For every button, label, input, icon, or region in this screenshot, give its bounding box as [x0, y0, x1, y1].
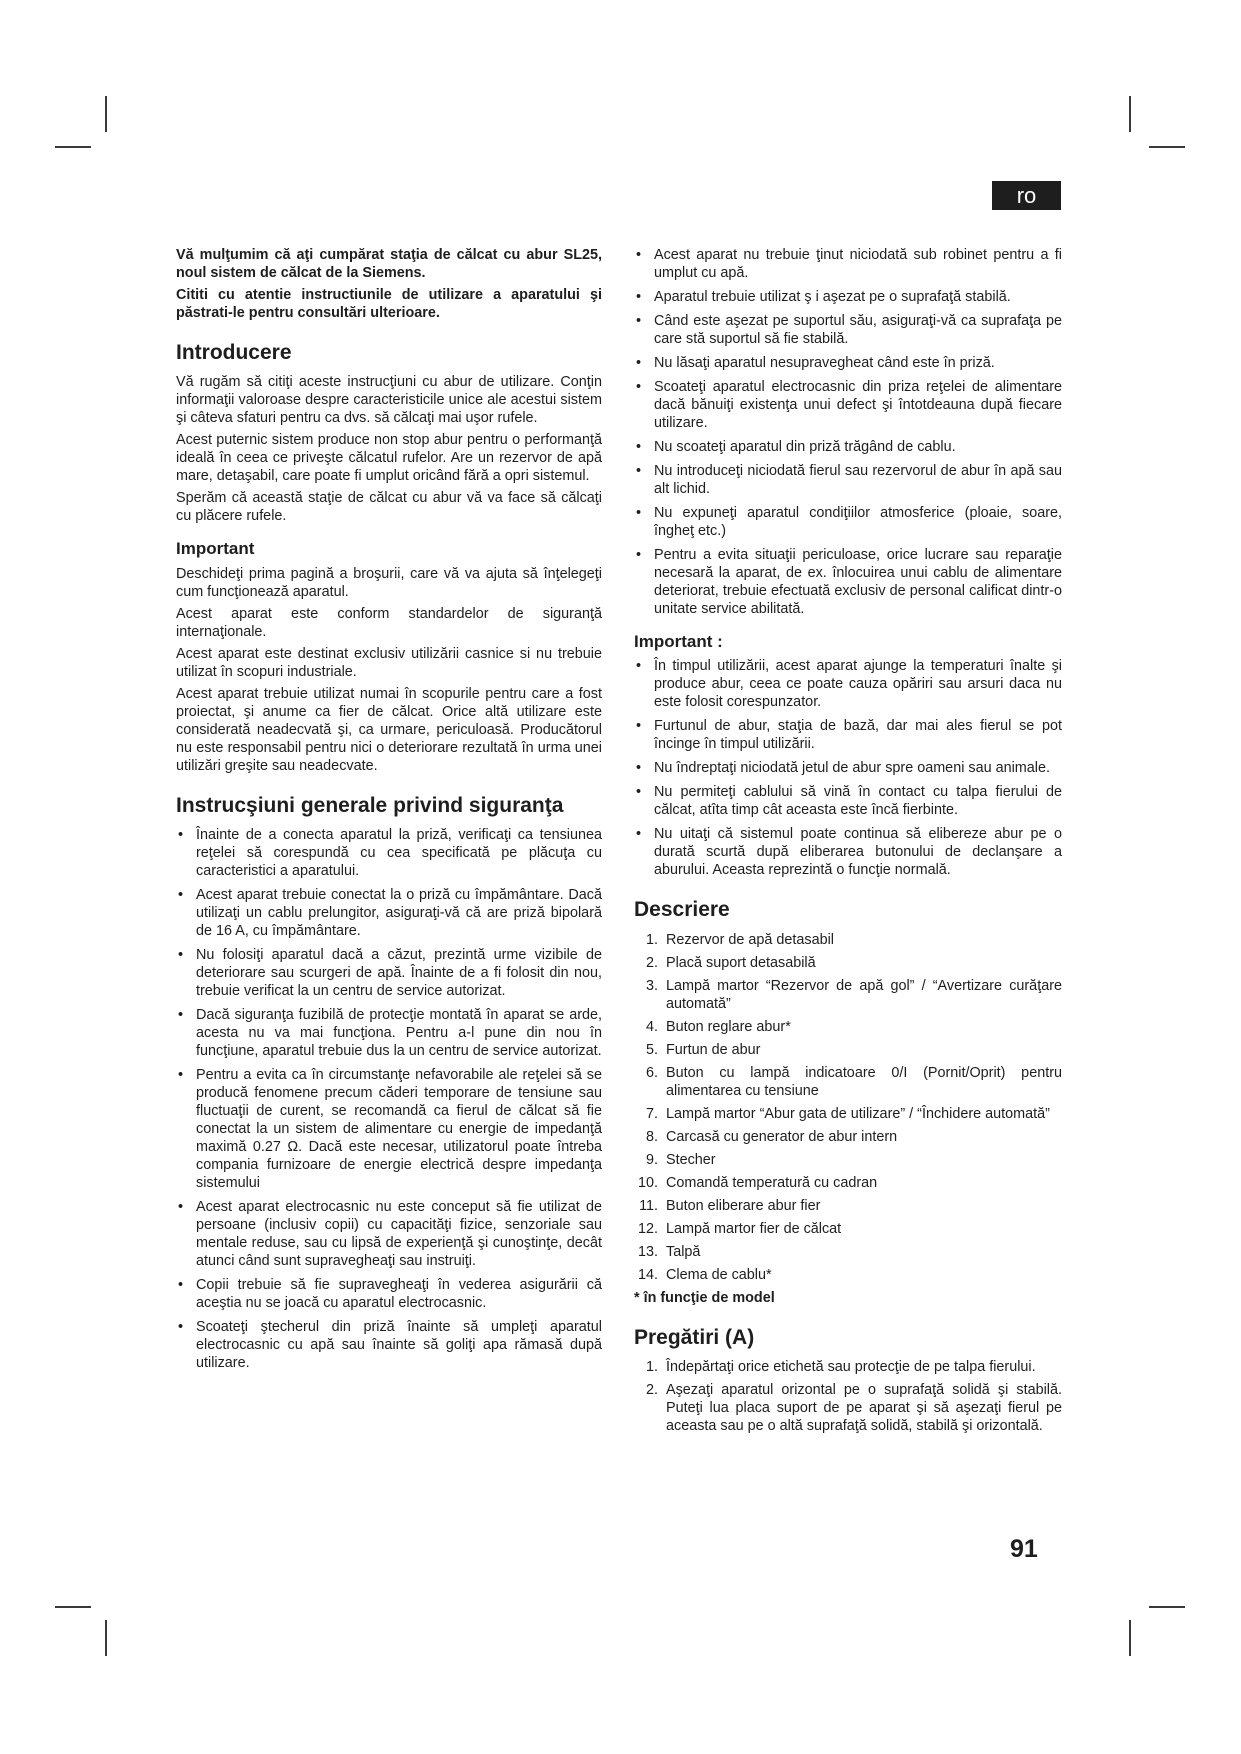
- list-item: • Nu introduceţi niciodată fierul sau rezervorul de abur în apă sau alt lichid.: [634, 462, 1062, 498]
- list-item: • Copii trebuie să fie supravegheaţi în vederea asigurării că aceştia nu se joacă cu aparatul electrocasnic.: [176, 1276, 602, 1312]
- list-item: • Nu uitaţi că sistemul poate continua să elibereze abur pe o durată scurtă după eliberarea butonului de declanşare a aburului. Aceasta reprezintă o funcţie normală.: [634, 825, 1062, 879]
- page-number: 91: [1010, 1535, 1038, 1563]
- crop-mark: [105, 1620, 107, 1656]
- list-item: • Aparatul trebuie utilizat ş i aşezat pe o suprafaţă stabilă.: [634, 288, 1062, 306]
- list-item: • Dacă siguranţa fuzibilă de protecţie montată în aparat se arde, acesta nu va mai funcţiona. Pentru a-l pune din nou în funcţiune, aparatul trebuie dus la un centru de service autorizat.: [176, 1006, 602, 1060]
- list-item: • Nu permiteţi cablului să vină în contact cu talpa fierului de călcat, atîta timp cât aceasta este încă fierbinte.: [634, 783, 1062, 819]
- list-item: 9. Stecher: [645, 1151, 716, 1168]
- list-item: • Furtunul de abur, staţia de bază, dar mai ales fierul se pot încinge în timpul utilizării.: [634, 717, 1062, 753]
- section-title-important: Important: [176, 539, 255, 559]
- list-item: 1. Rezervor de apă detasabil: [645, 931, 834, 948]
- list-item: • În timpul utilizării, acest aparat ajunge la temperaturi înalte şi produce abur, ceea ce poate cauza opăriri sau arsuri daca nu este folosit corespunzator.: [634, 657, 1062, 711]
- list-item: 6. Buton cu lampă indicatoare 0/I (Pornit/Oprit) pentru alimentarea cu tensiune: [645, 1064, 1062, 1099]
- list-item: 7. Lampă martor “Abur gata de utilizare” / “Închidere automată”: [645, 1105, 1050, 1122]
- important-list: [634, 657, 1062, 879]
- list-item: • Înainte de a conecta aparatul la priză, verificaţi ca tensiunea reţelei să corespundă cu cea specificată pe plăcuţa cu caracteristici a aparatului.: [176, 826, 602, 880]
- list-item: 8. Carcasă cu generator de abur intern: [645, 1128, 898, 1145]
- list-item: 10. Comandă temperatură cu cadran: [637, 1174, 878, 1191]
- list-item: • Când este aşezat pe suportul său, asiguraţi-vă ca suprafaţa pe care stă suportul să fie stabilă.: [634, 312, 1062, 348]
- safety-list-continued: [634, 246, 1062, 618]
- crop-mark: [55, 146, 91, 148]
- safety-list: [176, 826, 602, 1372]
- list-item: • Acest aparat trebuie conectat la o priză cu împământare. Dacă utilizaţi un cablu prelungitor, asiguraţi-vă că are priză bipolară de 16 A, cu împământare.: [176, 886, 602, 940]
- section-title-introducere: Introducere: [176, 341, 292, 364]
- list-item: • Nu îndreptaţi niciodată jetul de abur spre oameni sau animale.: [634, 759, 1062, 777]
- section-title-pregatiri: Pregătiri (A): [634, 1325, 755, 1349]
- crop-mark: [1149, 146, 1185, 148]
- list-item: 11. Buton eliberare abur fier: [639, 1197, 821, 1214]
- list-item: • Scoateţi ştecherul din priză înainte să umpleţi aparatul electrocasnic cu apă sau înainte să goliţi apa rămasă după utilizare.: [176, 1318, 602, 1372]
- list-item: 3. Lampă martor “Rezervor de apă gol” / “Avertizare curăţare automată”: [645, 977, 1062, 1012]
- list-item: • Pentru a evita ca în circumstanţe nefavorabile ale reţelei să se producă fenomene precum căderi temporare de tensiune sau fluctuaţii de curent, se recomandă ca fierul de călcat să fie conectat la un sistem de alimentare cu energie de impedanţă maximă 0.27 Ω. Dacă este necesar, utilizatorul poate întreba compania furnizoare de energie electrică despre impedanţa sistemului: [176, 1066, 602, 1192]
- list-item: • Nu expuneţi aparatul condiţiilor atmosferice (ploaie, soare, îngheţ etc.): [634, 504, 1062, 540]
- list-item: • Acest aparat nu trebuie ţinut niciodată sub robinet pentru a fi umplut cu apă.: [634, 246, 1062, 282]
- model-note: * în funcţie de model: [634, 1289, 775, 1306]
- paragraph: Acest puternic sistem produce non stop abur pentru o performanţă ideală în ceea ce priveşte călcatul rufelor. Are un rezervor de apă mare, detaşabil, care poate fi umplut oricând fără a opri sistemul.: [176, 432, 602, 485]
- list-item: • Acest aparat electrocasnic nu este conceput să fie utilizat de persoane (inclusiv copii) cu capacităţi fizice, senzoriale sau mentale reduse, sau cu lipsă de experienţă şi cunoştinţe, decât atunci când sunt supravegheaţi sau instruiţi.: [176, 1198, 602, 1270]
- list-item: 5. Furtun de abur: [645, 1041, 761, 1058]
- preparation-list: [634, 1358, 1062, 1435]
- paragraph: Acest aparat trebuie utilizat numai în scopurile pentru care a fost proiectat, şi anume ca fier de călcat. Orice altă utilizare este considerată neadecvată şi, ca urmare, periculoasă. Producătorul nu este responsabil pentru nici o deteriorare rezultată în urma unei utilizări greşite sau neadecvate.: [176, 685, 602, 774]
- paragraph: Deschideţi prima pagină a broşurii, care vă va ajuta să înţelegeţi cum funcţionează aparatul.: [176, 565, 602, 600]
- list-item: • Pentru a evita situaţii periculoase, orice lucrare sau reparaţie necesară la aparat, de ex. înlocuirea unui cablu de alimentare deteriorat, trebuie efectuată exclusiv de personal calificat dintr-o unitate service abilitată.: [634, 546, 1062, 618]
- list-item: 1. Îndepărtaţi orice etichetă sau protecţie de pe talpa fierului.: [645, 1358, 1036, 1375]
- crop-mark: [55, 1606, 91, 1608]
- list-item: 4. Buton reglare abur*: [645, 1018, 791, 1035]
- intro-thanks: Vă mulţumim că aţi cumpărat staţia de călcat cu abur SL25, noul sistem de călcat de la Siemens.: [176, 247, 602, 281]
- list-item: 14. Clema de cablu*: [637, 1266, 772, 1283]
- left-column: [176, 246, 602, 1378]
- crop-mark: [105, 96, 107, 132]
- list-item: • Nu scoateţi aparatul din priză trăgând de cablu.: [634, 438, 1062, 456]
- language-tab: ro: [992, 181, 1061, 210]
- list-item: • Scoateţi aparatul electrocasnic din priza reţelei de alimentare dacă bănuiţi existenţa unui defect şi întotdeauna după fiecare utilizare.: [634, 378, 1062, 432]
- crop-mark: [1149, 1606, 1185, 1608]
- paragraph: Acest aparat este conform standardelor de siguranţă internaţionale.: [176, 605, 602, 640]
- list-item: 12. Lampă martor fier de călcat: [637, 1220, 842, 1237]
- list-item: • Nu folosiţi aparatul dacă a căzut, prezintă urme vizibile de deteriorare sau scurgeri de apă. Înainte de a fi folosit din nou, trebuie verificat la un centru de service autorizat.: [176, 946, 602, 1000]
- list-item: • Nu lăsaţi aparatul nesupravegheat când este în priză.: [634, 354, 1062, 372]
- crop-mark: [1129, 1620, 1131, 1656]
- section-title-important-2: Important :: [634, 632, 723, 651]
- right-column: [634, 246, 1062, 1440]
- paragraph: Acest aparat este destinat exclusiv utilizării casnice si nu trebuie utilizat în scopuri industriale.: [176, 645, 602, 680]
- section-title-descriere: Descriere: [634, 898, 730, 922]
- paragraph: Sperăm că această staţie de călcat cu abur vă va face să călcaţi cu plăcere rufele.: [176, 490, 602, 525]
- section-title-siguranta: Instrucşiuni generale privind siguranţa: [176, 793, 564, 817]
- list-item: 2. Placă suport detasabilă: [645, 954, 816, 971]
- parts-list: [634, 931, 1062, 1284]
- list-item: 2. Aşezaţi aparatul orizontal pe o suprafaţă solidă şi stabilă. Puteţi lua placa suport de pe aparat şi să aşezaţi fierul pe aceasta sau pe o altă suprafaţă solidă, stabilă şi orizontală.: [645, 1381, 1062, 1434]
- crop-mark: [1129, 96, 1131, 132]
- list-item: 13. Talpă: [637, 1243, 701, 1260]
- intro-read-instructions: Cititi cu atentie instructiunile de utilizare a aparatului şi păstrati-le pentru consultări ulterioare.: [176, 287, 602, 321]
- paragraph: Vă rugăm să citiţi aceste instrucţiuni cu abur de utilizare. Conţin informaţii valoroase despre caracteristicile unice ale acestui sistem şi câteva sfaturi pentru ca dvs. să călcaţi mai uşor rufele.: [176, 374, 602, 427]
